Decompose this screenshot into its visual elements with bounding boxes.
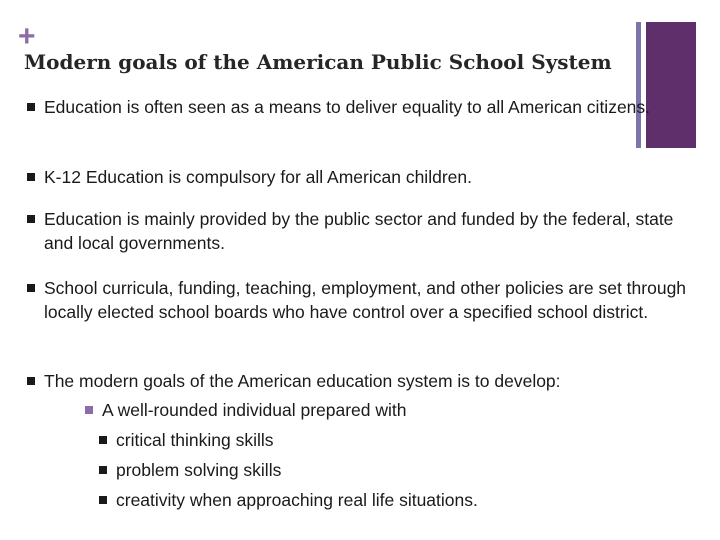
bullet-text: K-12 Education is compulsory for all American children. — [44, 167, 472, 187]
sub-sub-bullet-text: critical thinking skills — [116, 430, 274, 450]
bullet-item — [24, 276, 694, 324]
sub-bullet-item — [82, 398, 407, 422]
square-bullet-icon — [99, 496, 107, 504]
bullet-item — [24, 207, 694, 255]
sub-sub-bullet-item — [96, 458, 281, 482]
sub-sub-bullet-text: problem solving skills — [116, 460, 282, 480]
bullet-item — [24, 165, 694, 189]
bullet-item — [24, 95, 694, 119]
bullet-text: Education is often seen as a means to deliver equality to all American citizens. — [44, 97, 651, 117]
plus-icon: + — [18, 20, 36, 53]
square-bullet-icon — [99, 466, 107, 474]
square-bullet-icon — [27, 215, 35, 223]
square-bullet-icon — [85, 406, 93, 414]
bullet-text: School curricula, funding, teaching, employment, and other policies are set through locally elected school boards who have control over a specified school district. — [44, 278, 687, 322]
bullet-text: The modern goals of the American education system is to develop: — [44, 371, 561, 391]
square-bullet-icon — [27, 377, 35, 385]
bullet-text: Education is mainly provided by the public sector and funded by the federal, state and local governments. — [44, 209, 674, 253]
square-bullet-icon — [27, 173, 35, 181]
square-bullet-icon — [99, 436, 107, 444]
square-bullet-icon — [27, 103, 35, 111]
sub-sub-bullet-text: creativity when approaching real life situations. — [116, 490, 478, 510]
sub-bullet-text: A well-rounded individual prepared with — [102, 400, 407, 420]
sub-sub-bullet-item — [96, 428, 274, 452]
square-bullet-icon — [27, 284, 35, 292]
sub-sub-bullet-item — [96, 488, 478, 512]
slide-title: Modern goals of the American Public School System — [24, 50, 612, 74]
bullet-item — [24, 369, 694, 393]
